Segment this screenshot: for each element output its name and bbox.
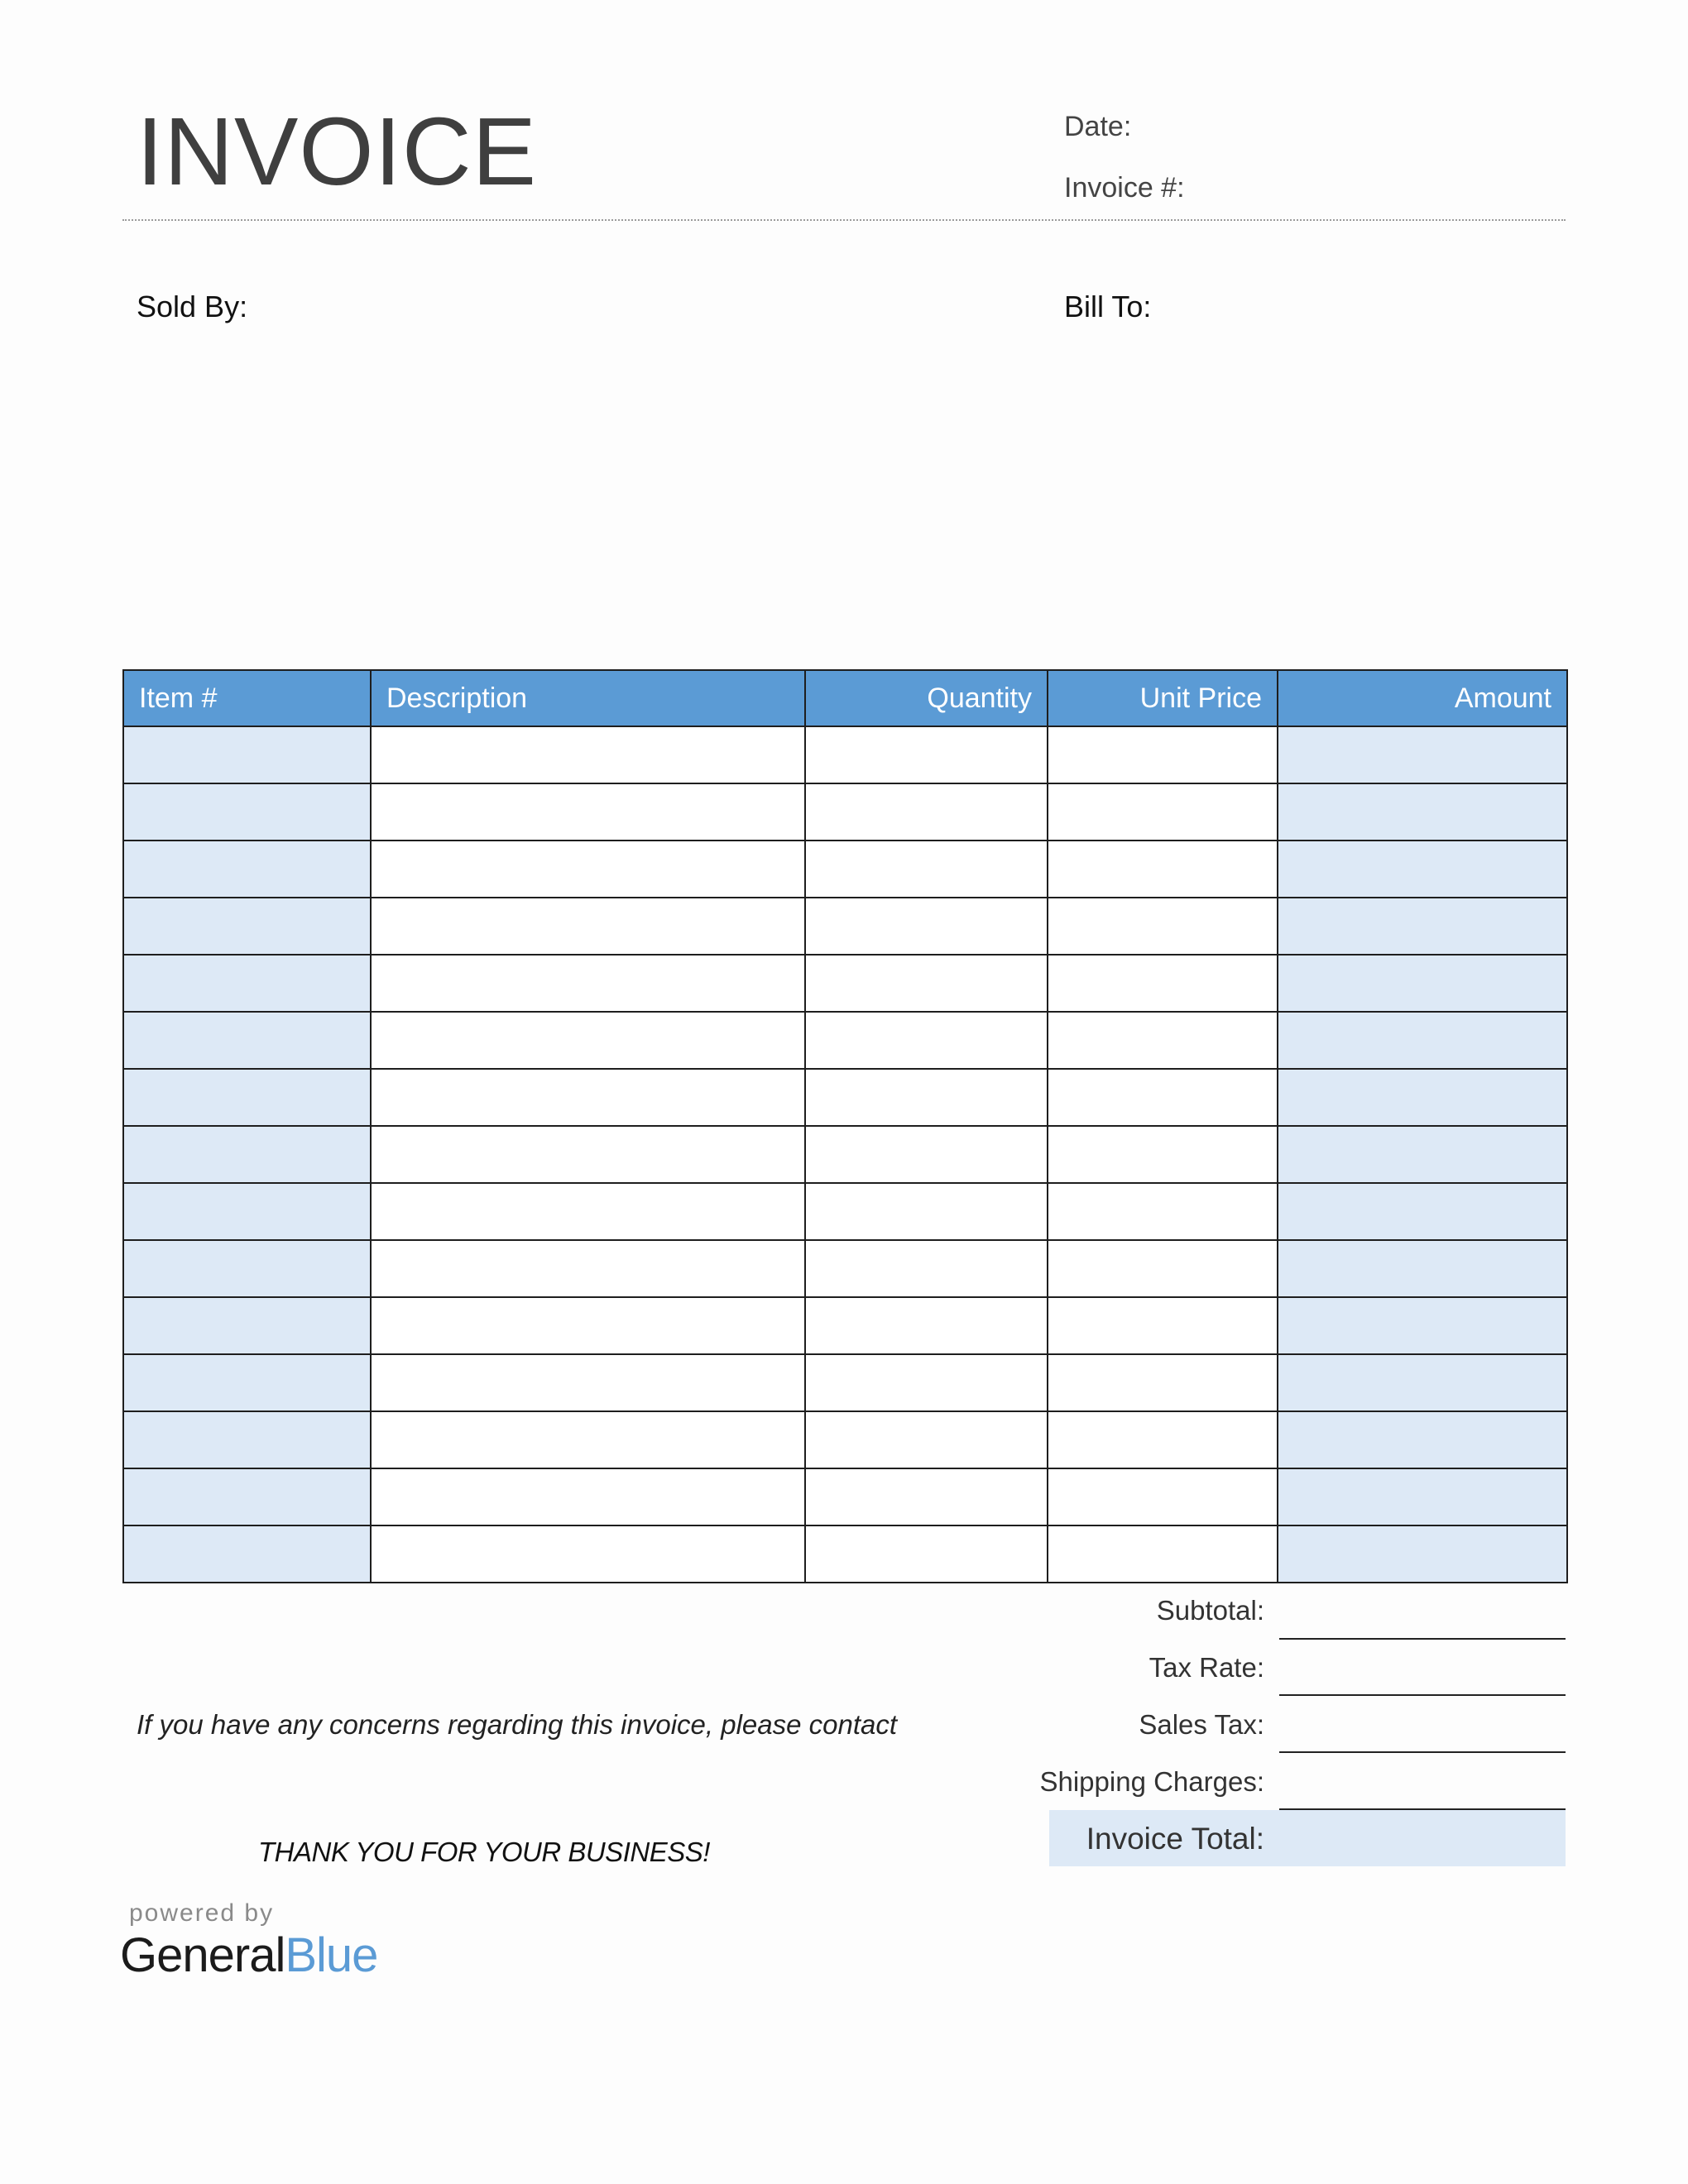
amount-cell[interactable] <box>1278 783 1567 841</box>
powered-by-text: powered by <box>129 1899 275 1927</box>
line-items-table <box>122 669 1568 1583</box>
bill-to-label: Bill To: <box>1064 290 1152 323</box>
table-row <box>123 726 1567 783</box>
description-cell[interactable] <box>371 898 805 955</box>
item-number-cell[interactable] <box>123 1525 371 1583</box>
item-number-cell[interactable] <box>123 1411 371 1468</box>
item-number-cell[interactable] <box>123 955 371 1012</box>
amount-cell[interactable] <box>1278 1126 1567 1183</box>
item-number-cell[interactable] <box>123 898 371 955</box>
table-row <box>123 898 1567 955</box>
amount-cell[interactable] <box>1278 1354 1567 1411</box>
unit-price-cell[interactable] <box>1048 1354 1278 1411</box>
item-number-cell[interactable] <box>123 1354 371 1411</box>
shipping-charges-label: Shipping Charges: <box>1039 1766 1264 1797</box>
table-row <box>123 841 1567 898</box>
description-cell[interactable] <box>371 1069 805 1126</box>
quantity-cell[interactable] <box>805 1069 1048 1126</box>
table-header-row <box>123 670 1567 726</box>
sold-by-label: Sold By: <box>137 290 248 323</box>
quantity-cell[interactable] <box>805 783 1048 841</box>
unit-price-cell[interactable] <box>1048 1240 1278 1297</box>
sales-tax-label: Sales Tax: <box>1139 1709 1264 1740</box>
subtotal-label: Subtotal: <box>1156 1595 1264 1626</box>
tax-rate-field[interactable] <box>1279 1694 1566 1696</box>
item-number-cell[interactable] <box>123 841 371 898</box>
description-cell[interactable] <box>371 955 805 1012</box>
description-cell[interactable] <box>371 1354 805 1411</box>
column-header-item-number: Item # <box>123 670 371 726</box>
subtotal-field[interactable] <box>1279 1638 1566 1640</box>
concerns-note: If you have any concerns regarding this invoice, please contact <box>137 1709 898 1740</box>
table-row <box>123 1354 1567 1411</box>
amount-cell[interactable] <box>1278 1411 1567 1468</box>
quantity-cell[interactable] <box>805 841 1048 898</box>
description-cell[interactable] <box>371 726 805 783</box>
table-row <box>123 1297 1567 1354</box>
quantity-cell[interactable] <box>805 1126 1048 1183</box>
description-cell[interactable] <box>371 1297 805 1354</box>
item-number-cell[interactable] <box>123 1297 371 1354</box>
table-row <box>123 1126 1567 1183</box>
item-number-cell[interactable] <box>123 1012 371 1069</box>
amount-cell[interactable] <box>1278 1240 1567 1297</box>
thank-you-message: THANK YOU FOR YOUR BUSINESS! <box>258 1837 710 1867</box>
quantity-cell[interactable] <box>805 1297 1048 1354</box>
column-header-unit-price: Unit Price <box>1048 670 1278 726</box>
quantity-cell[interactable] <box>805 1525 1048 1583</box>
item-number-cell[interactable] <box>123 1126 371 1183</box>
invoice-total-label: Invoice Total: <box>1086 1822 1264 1856</box>
unit-price-cell[interactable] <box>1048 898 1278 955</box>
unit-price-cell[interactable] <box>1048 841 1278 898</box>
table-row <box>123 1411 1567 1468</box>
column-header-description: Description <box>371 670 805 726</box>
table-row <box>123 1468 1567 1525</box>
description-cell[interactable] <box>371 783 805 841</box>
quantity-cell[interactable] <box>805 726 1048 783</box>
amount-cell[interactable] <box>1278 1297 1567 1354</box>
item-number-cell[interactable] <box>123 1069 371 1126</box>
table-row <box>123 1183 1567 1240</box>
description-cell[interactable] <box>371 1411 805 1468</box>
header-divider <box>122 219 1566 221</box>
invoice-title: INVOICE <box>137 98 537 205</box>
unit-price-cell[interactable] <box>1048 955 1278 1012</box>
amount-cell[interactable] <box>1278 1183 1567 1240</box>
item-number-cell[interactable] <box>123 1240 371 1297</box>
amount-cell[interactable] <box>1278 955 1567 1012</box>
brand-name-general: General <box>120 1928 285 1982</box>
amount-cell[interactable] <box>1278 898 1567 955</box>
quantity-cell[interactable] <box>805 1468 1048 1525</box>
description-cell[interactable] <box>371 1126 805 1183</box>
description-cell[interactable] <box>371 1525 805 1583</box>
description-cell[interactable] <box>371 841 805 898</box>
table-row <box>123 1525 1567 1583</box>
invoice-number-label: Invoice #: <box>1064 172 1185 204</box>
description-cell[interactable] <box>371 1468 805 1525</box>
quantity-cell[interactable] <box>805 1240 1048 1297</box>
item-number-cell[interactable] <box>123 783 371 841</box>
table-row <box>123 1240 1567 1297</box>
description-cell[interactable] <box>371 1183 805 1240</box>
quantity-cell[interactable] <box>805 1411 1048 1468</box>
table-row <box>123 1012 1567 1069</box>
amount-cell[interactable] <box>1278 1012 1567 1069</box>
amount-cell[interactable] <box>1278 1468 1567 1525</box>
table-row <box>123 955 1567 1012</box>
item-number-cell[interactable] <box>123 726 371 783</box>
tax-rate-label: Tax Rate: <box>1149 1652 1264 1683</box>
column-header-amount: Amount <box>1278 670 1567 726</box>
unit-price-cell[interactable] <box>1048 1468 1278 1525</box>
unit-price-cell[interactable] <box>1048 1012 1278 1069</box>
quantity-cell[interactable] <box>805 1354 1048 1411</box>
amount-cell[interactable] <box>1278 726 1567 783</box>
amount-cell[interactable] <box>1278 1525 1567 1583</box>
quantity-cell[interactable] <box>805 955 1048 1012</box>
generalblue-logo <box>120 1928 377 1983</box>
amount-cell[interactable] <box>1278 841 1567 898</box>
date-label: Date: <box>1064 111 1132 142</box>
amount-cell[interactable] <box>1278 1069 1567 1126</box>
brand-name-blue: Blue <box>285 1928 378 1982</box>
item-number-cell[interactable] <box>123 1468 371 1525</box>
table-row <box>123 1069 1567 1126</box>
sales-tax-field[interactable] <box>1279 1751 1566 1753</box>
quantity-cell[interactable] <box>805 1012 1048 1069</box>
unit-price-cell[interactable] <box>1048 1183 1278 1240</box>
unit-price-cell[interactable] <box>1048 1297 1278 1354</box>
unit-price-cell[interactable] <box>1048 1126 1278 1183</box>
description-cell[interactable] <box>371 1240 805 1297</box>
unit-price-cell[interactable] <box>1048 1069 1278 1126</box>
column-header-quantity: Quantity <box>805 670 1048 726</box>
table-row <box>123 783 1567 841</box>
item-number-cell[interactable] <box>123 1183 371 1240</box>
description-cell[interactable] <box>371 1012 805 1069</box>
quantity-cell[interactable] <box>805 898 1048 955</box>
unit-price-cell[interactable] <box>1048 783 1278 841</box>
unit-price-cell[interactable] <box>1048 726 1278 783</box>
unit-price-cell[interactable] <box>1048 1411 1278 1468</box>
unit-price-cell[interactable] <box>1048 1525 1278 1583</box>
quantity-cell[interactable] <box>805 1183 1048 1240</box>
